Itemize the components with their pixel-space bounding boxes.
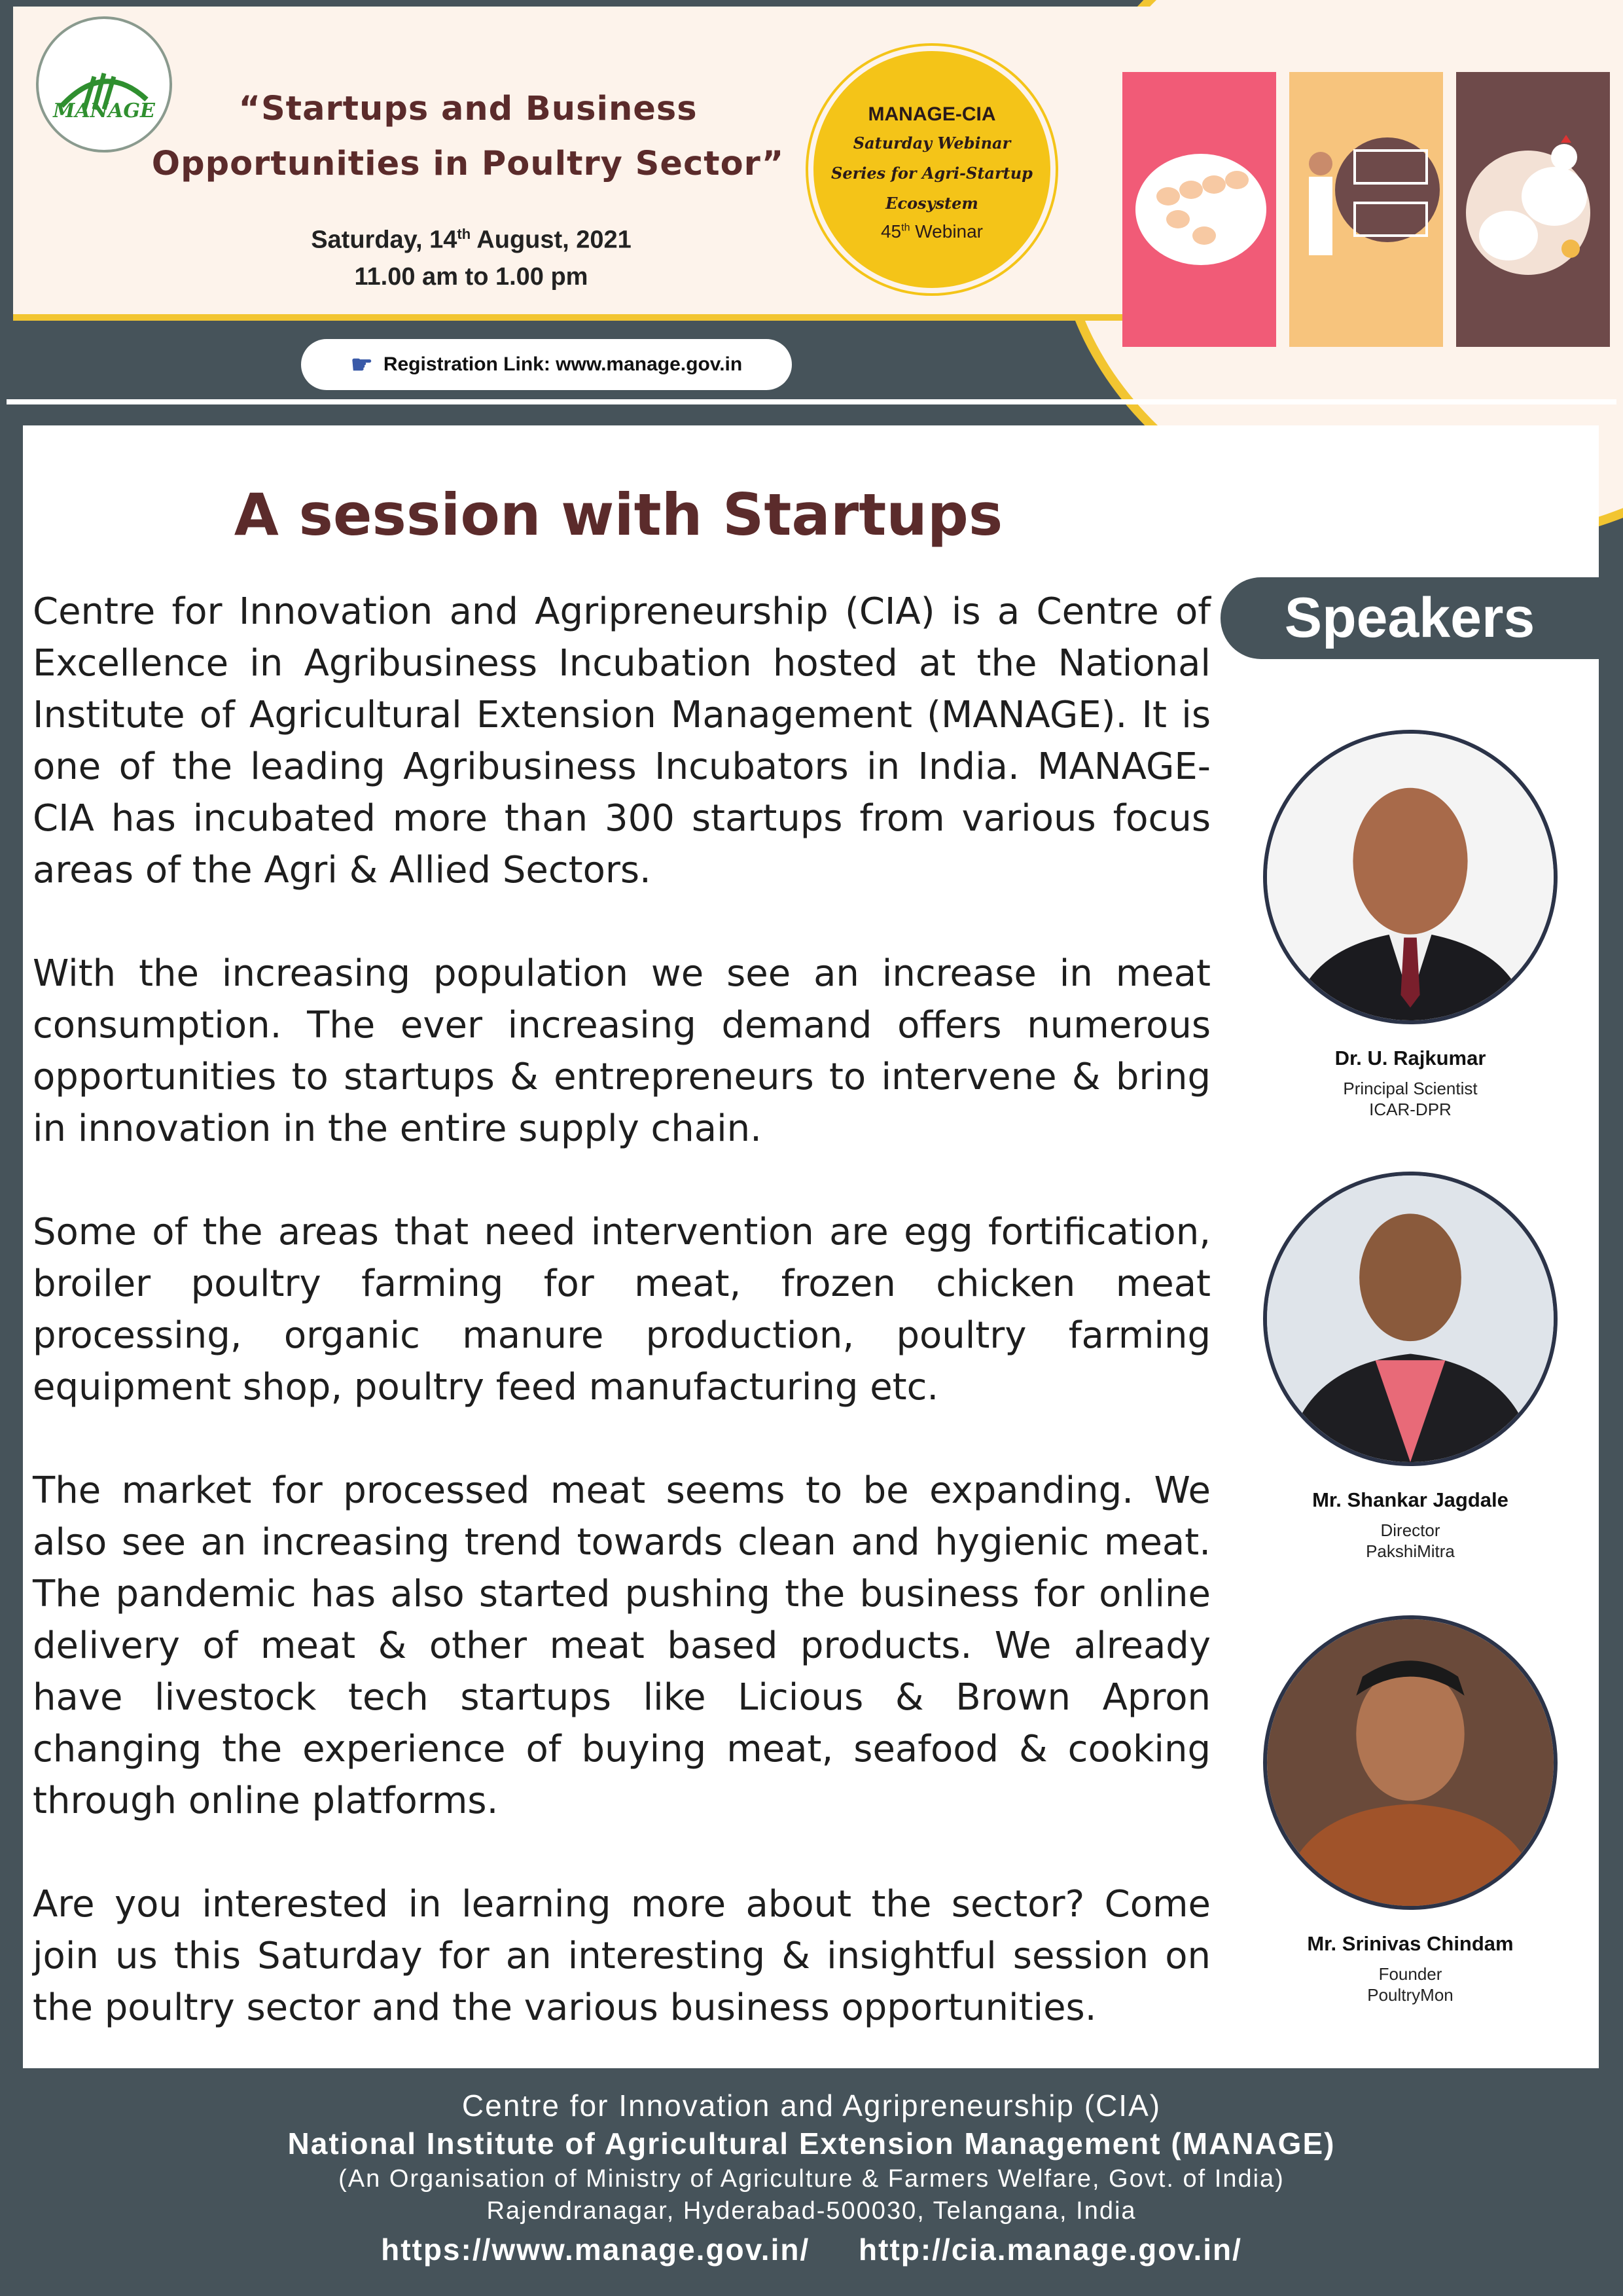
paragraph: Some of the areas that need intervention are egg fortification, broiler poultry farming for meat, frozen chicken meat processing, organic manure production, poultry farming equipment shop, poultry feed manufacturing etc. bbox=[33, 1211, 1211, 1408]
speaker-role bbox=[1240, 1520, 1580, 1562]
registration-text: Registration Link: www.manage.gov.in bbox=[383, 353, 743, 375]
title-line-2: Opportunities in Poultry Sector” bbox=[151, 145, 785, 183]
speaker-photo bbox=[1263, 1172, 1558, 1466]
event-date bbox=[203, 216, 740, 259]
manage-website-link[interactable]: https://www.manage.gov.in/ bbox=[381, 2233, 810, 2267]
speakers-heading: Speakers bbox=[1221, 577, 1599, 659]
badge-title: MANAGE-CIA bbox=[868, 103, 996, 125]
paragraph: With the increasing population we see an increase in meat consumption. The ever increasing demand offers numerous opportunities to startups & entrepreneurs to intervene & bring in innovation in the entire supply chain. bbox=[33, 952, 1211, 1150]
footer-institute: National Institute of Agricultural Extension Management (MANAGE) bbox=[287, 2126, 1336, 2161]
footer bbox=[0, 2088, 1623, 2267]
speaker-name: Mr. Srinivas Chindam bbox=[1307, 1932, 1514, 1955]
badge-suffix: Webinar bbox=[910, 221, 984, 242]
series-badge bbox=[808, 46, 1056, 293]
speaker-photo bbox=[1263, 730, 1558, 1024]
date-prefix: Saturday, 14 bbox=[311, 226, 457, 254]
event-time: 11.00 am to 1.00 pm bbox=[354, 262, 588, 291]
footer-ministry: (An Organisation of Ministry of Agriculture & Farmers Welfare, Govt. of India) bbox=[338, 2165, 1285, 2193]
footer-links bbox=[0, 2232, 1623, 2267]
logo-text: MANAGE bbox=[53, 99, 155, 122]
speaker-org: PoultryMon bbox=[1367, 1985, 1454, 2005]
session-title: A session with Startups bbox=[234, 481, 1003, 548]
date-sup: th bbox=[457, 226, 471, 242]
footer-address: Rajendranagar, Hyderabad-500030, Telangana, India bbox=[486, 2197, 1137, 2225]
speaker-org: ICAR-DPR bbox=[1369, 1100, 1452, 1119]
badge-webinar-number bbox=[813, 221, 1050, 242]
speaker-card bbox=[1240, 730, 1580, 1120]
speaker-card bbox=[1240, 1172, 1580, 1562]
header-banner bbox=[7, 7, 1616, 399]
cia-website-link[interactable]: http://cia.manage.gov.in/ bbox=[859, 2233, 1242, 2267]
footer-org: Centre for Innovation and Agripreneurship (CIA) bbox=[461, 2089, 1162, 2123]
speaker-title: Founder bbox=[1378, 1964, 1442, 1984]
pointing-hand-icon: ☛ bbox=[350, 351, 373, 379]
speaker-role bbox=[1240, 1078, 1580, 1120]
webinar-title bbox=[137, 82, 798, 192]
eggs-illustration bbox=[1122, 72, 1276, 347]
speaker-title: Principal Scientist bbox=[1343, 1079, 1478, 1098]
divider bbox=[7, 399, 1616, 404]
chickens-illustration bbox=[1456, 72, 1610, 347]
registration-link[interactable] bbox=[301, 339, 792, 390]
badge-series-line-1: Saturday Webinar bbox=[853, 134, 1011, 152]
badge-series-line-3: Ecosystem bbox=[885, 194, 978, 213]
speaker-role bbox=[1240, 1964, 1580, 2005]
badge-num: 45 bbox=[880, 221, 902, 242]
speaker-title: Director bbox=[1380, 1520, 1440, 1540]
poultry-farm-illustration bbox=[1289, 72, 1443, 347]
paragraph: Are you interested in learning more about the sector? Come join us this Saturday for an interesting & insightful session on the poultry sector and the various business opportunities. bbox=[33, 1883, 1211, 2029]
speaker-card bbox=[1240, 1615, 1580, 2005]
title-line-1: “Startups and Business bbox=[238, 90, 698, 128]
event-datetime bbox=[203, 216, 740, 295]
speaker-org: PakshiMitra bbox=[1366, 1541, 1455, 1561]
speaker-name: Mr. Shankar Jagdale bbox=[1312, 1488, 1508, 1511]
paragraph: Centre for Innovation and Agripreneurship (CIA) is a Centre of Excellence in Agribusiness Incubation hosted at the National Institute of Agricultural Extension Management (MANAGE). It is one of the leading Agribusiness Incubators in India. MANAGE-CIA has incubated more than 300 startups from various focus areas of the Agri & Allied Sectors. bbox=[33, 590, 1211, 891]
speaker-photo bbox=[1263, 1615, 1558, 1910]
badge-series bbox=[813, 128, 1050, 219]
badge-sup: th bbox=[901, 222, 910, 234]
speaker-name: Dr. U. Rajkumar bbox=[1334, 1047, 1486, 1069]
paragraph: The market for processed meat seems to be expanding. We also see an increasing trend towards clean and hygienic meat. The pandemic has also started pushing the business for online delivery of meat & other meat based products. We already have livestock tech startups like Licious & Brown Apron changing the experience of buying meat, seafood & cooking through online platforms. bbox=[33, 1469, 1211, 1822]
badge-series-line-2: Series for Agri-Startup bbox=[831, 164, 1033, 183]
description-text bbox=[33, 586, 1211, 2085]
main-content bbox=[23, 425, 1599, 2068]
date-suffix: August, 2021 bbox=[471, 226, 632, 254]
